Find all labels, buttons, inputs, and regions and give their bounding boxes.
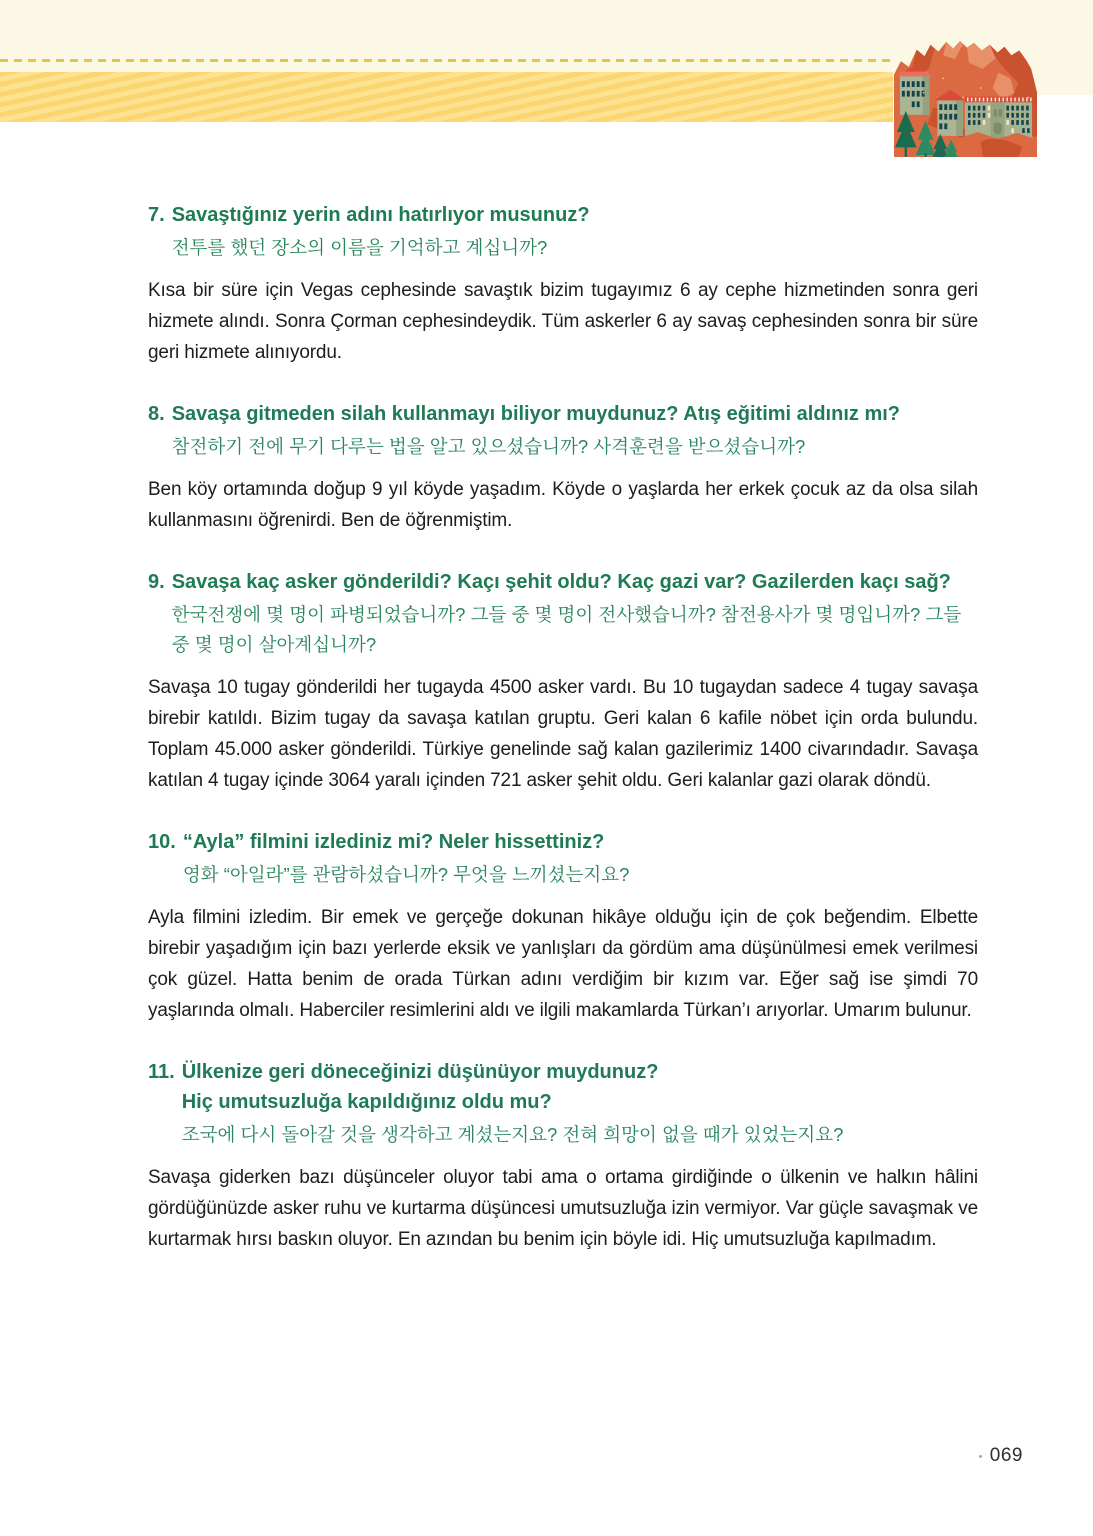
qa-section-10 (148, 827, 978, 1026)
question-title-korean: 전투를 했던 장소의 이름을 기억하고 계십니까? (171, 237, 548, 258)
question-title-turkish: Ülkenize geri döneceğinizi düşünüyor muydunuz? (181, 1061, 659, 1083)
question-number: 8. (148, 403, 165, 425)
question-title-turkish-line2: Hiç umutsuzluğa kapıldığınız oldu mu? (181, 1091, 552, 1113)
question-title-turkish: Savaştığınız yerin adını hatırlıyor musunuz? (171, 204, 590, 226)
question-title-korean: 참전하기 전에 무기 다루는 법을 알고 있으셨습니까? 사격훈련을 받으셨습니까? (171, 436, 806, 457)
answer-paragraph: Ayla filmini izledim. Bir emek ve gerçeğe dokunan hikâye olduğu için de çok beğendim. Elbette birebir yaşadığım için bazı yerlerde eksik ve yanlışları da gördüm ama düşünülmesi emek verilmesi çok güzel. Hatta benim de orada Türkan adını verdiğim bir kızım var. Eğer sağ ise şimdi 70 yaşlarında olmalı. Haberciler resimlerini aldı ve ilgili makamlarda Türkan’ı arıyorlar. Umarım bulunur. (148, 907, 978, 1021)
qa-section-8 (148, 399, 978, 536)
question-heading (148, 200, 978, 263)
answer-paragraph: Ben köy ortamında doğup 9 yıl köyde yaşadım. Köyde o yaşlarda her erkek çocuk az da olsa silah kullanmasını öğrenirdi. Ben de öğrenmiştim. (148, 479, 978, 531)
question-titles (172, 567, 978, 660)
qa-section-9 (148, 567, 978, 796)
question-title-korean: 영화 “아일라”를 관람하셨습니까? 무엇을 느끼셨는지요? (182, 864, 630, 885)
qa-section-11 (148, 1057, 978, 1255)
question-heading (148, 827, 978, 890)
question-title-turkish: Savaşa gitmeden silah kullanmayı biliyor muydunuz? Atış eğitimi aldınız mı? (171, 403, 900, 425)
question-number: 9. (148, 571, 165, 593)
question-number: 11. (148, 1061, 175, 1083)
question-number: 10. (148, 831, 176, 853)
question-title-turkish: “Ayla” filmini izlediniz mi? Neler hissettiniz? (182, 831, 605, 853)
qa-section-7 (148, 200, 978, 368)
page-number-dot (979, 1455, 982, 1458)
question-heading (148, 1057, 978, 1150)
question-heading (148, 399, 978, 462)
answer-paragraph: Savaşa giderken bazı düşünceler oluyor tabi ama o ortama girdiğinde o ülkenin ve halkın hâlini gördüğünüzde asker ruhu ve kurtarma düşüncesi umutsuzluğa izin vermiyor. Var güçle savaşmak ve kurtarmak hırsı baskın oluyor. En azından bu benim için böyle idi. Hiç umutsuzluğa kapılmadım. (148, 1167, 978, 1250)
answer-paragraph: Savaşa 10 tugay gönderildi her tugayda 4500 asker vardı. Bu 10 tugaydan sadece 4 tugay savaşa birebir katıldı. Bizim tugay da savaşa katılan gruptu. Geri kalan 6 kafile nöbet için orda bulundu. Toplam 45.000 asker gönderildi. Türkiye genelinde sağ kalan gazilerimiz 1400 civarındadır. Savaşa katılan 4 tugay içinde 3064 yaralı içinden 721 asker şehit oldu. Geri kalanlar gazi olarak döndü. (148, 677, 978, 791)
answer-paragraph: Kısa bir süre için Vegas cephesinde savaştık bizim tugayımız 6 ay cephe hizmetinden sonra geri hizmete alındı. Sonra Çorman cephesindeydik. Tüm askerler 6 ay savaş cephesinden sonra bir süre geri hizmete alınıyordu. (148, 280, 978, 363)
question-titles (172, 399, 978, 462)
question-title-korean: 조국에 다시 돌아갈 것을 생각하고 계셨는지요? 전혀 희망이 없을 때가 있었는지요? (181, 1124, 844, 1145)
question-titles (172, 200, 978, 263)
page-number-text: 069 (989, 1445, 1023, 1466)
question-number: 7. (148, 204, 165, 226)
page-number (979, 1444, 1023, 1468)
question-title-korean: 한국전쟁에 몇 명이 파병되었습니까? 그들 중 몇 명이 전사했습니까? 참전용사가 몇 명입니까? 그들 중 몇 명이 살아계십니까? (171, 604, 962, 655)
question-titles (183, 827, 978, 890)
question-heading (148, 567, 978, 660)
question-title-turkish: Savaşa kaç asker gönderildi? Kaçı şehit oldu? Kaç gazi var? Gazilerden kaçı sağ? (171, 571, 951, 593)
question-titles (182, 1057, 978, 1150)
